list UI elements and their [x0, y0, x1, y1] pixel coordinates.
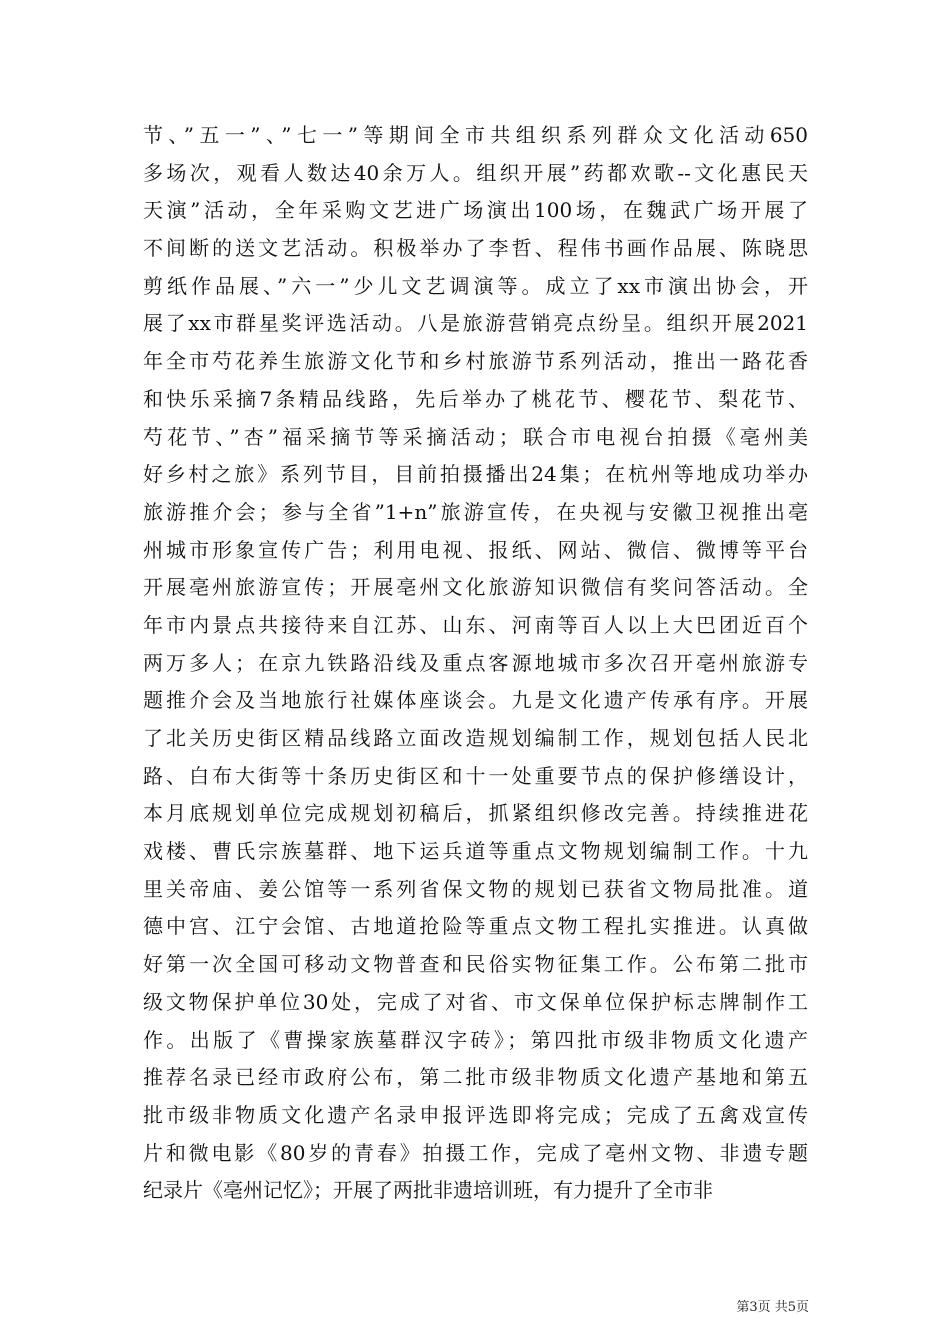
text-line: 不间断的送文艺活动。积极举办了李哲、程伟书画作品展、陈晓思: [143, 236, 808, 261]
text-line: 路、白布大街等十条历史街区和十一处重要节点的保护修缮设计，: [143, 763, 808, 788]
text-line: 多场次，观看人数达40余万人。组织开展”药都欢歌--文化惠民天: [143, 160, 808, 185]
text-line: 好第一次全国可移动文物普查和民俗实物征集工作。公布第二批市: [143, 952, 808, 977]
text-line: 了北关历史街区精品线路立面改造规划编制工作，规划包括人民北: [143, 726, 808, 750]
text-line: 作。出版了《曹操家族墓群汉字砖》；第四批市级非物质文化遗产: [143, 1027, 808, 1052]
text-line: 展了xx市群星奖评选活动。八是旅游营销亮点纷呈。组织开展2021: [143, 311, 808, 336]
text-line: 年市内景点共接待来自江苏、山东、河南等百人以上大巴团近百个: [143, 612, 808, 637]
text-line: 本月底规划单位完成规划初稿后，抓紧组织修改完善。持续推进花: [143, 801, 808, 826]
text-line: 旅游推介会；参与全省”1+n”旅游宣传，在央视与安徽卫视推出亳: [143, 499, 808, 524]
text-line: 天演”活动，全年采购文艺进广场演出100场，在魏武广场开展了: [143, 198, 808, 223]
body-paragraph: [143, 117, 808, 1210]
text-line: 剪纸作品展、”六一”少儿文艺调演等。成立了xx市演出协会，开: [143, 273, 808, 298]
text-line: 德中宫、江宁会馆、古地道抢险等重点文物工程扎实推进。认真做: [143, 914, 808, 939]
text-line: 级文物保护单位30处，完成了对省、市文保单位保护标志牌制作工: [143, 989, 808, 1014]
text-line: 批市级非物质文化遗产名录申报评选即将完成；完成了五禽戏宣传: [143, 1102, 808, 1127]
text-line: 里关帝庙、姜公馆等一系列省保文物的规划已获省文物局批准。道: [143, 876, 808, 901]
text-line: 片和微电影《80岁的青春》拍摄工作，完成了亳州文物、非遗专题: [143, 1140, 808, 1165]
page-number: 第3页 共5页: [736, 1300, 809, 1315]
text-line: 州城市形象宣传广告；利用电视、报纸、网站、微信、微博等平台: [143, 537, 808, 562]
text-line: 两万多人；在京九铁路沿线及重点客源地城市多次召开亳州旅游专: [143, 650, 808, 675]
text-line: 开展亳州旅游宣传；开展亳州文化旅游知识微信有奖问答活动。全: [143, 575, 808, 600]
text-line: 题推介会及当地旅行社媒体座谈会。九是文化遗产传承有序。开展: [143, 688, 808, 713]
text-line: 好乡村之旅》系列节目，目前拍摄播出24集；在杭州等地成功举办: [143, 462, 808, 487]
text-line: 节、”五一”、”七一”等期间全市共组织系列群众文化活动650: [143, 123, 808, 147]
text-line: 戏楼、曹氏宗族墓群、地下运兵道等重点文物规划编制工作。十九: [143, 839, 808, 864]
text-line: 推荐名录已经市政府公布，第二批市级非物质文化遗产基地和第五: [143, 1065, 808, 1090]
text-line: 和快乐采摘7条精品线路，先后举办了桃花节、樱花节、梨花节、: [143, 386, 808, 411]
text-line: 芍花节、”杏”福采摘节等采摘活动；联合市电视台拍摄《亳州美: [143, 424, 808, 449]
text-line: 年全市芍花养生旅游文化节和乡村旅游节系列活动，推出一路花香: [143, 349, 808, 374]
text-line: 纪录片《亳州记忆》；开展了两批非遗培训班，有力提升了全市非: [143, 1178, 713, 1203]
